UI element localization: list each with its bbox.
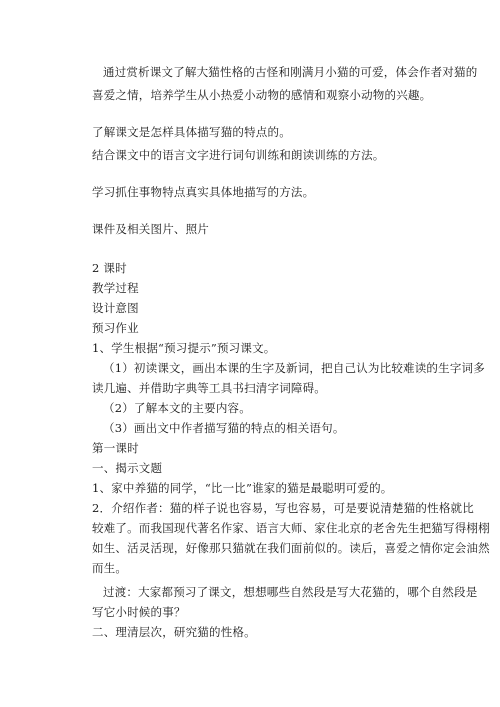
lesson-heading: 第一课时	[92, 441, 139, 455]
objective-paragraph-line-1: 通过赏析课文了解大猫性格的古怪和刚满月小猫的可爱，体会作者对猫的	[103, 65, 478, 79]
duration-line: 2 课时	[92, 261, 127, 275]
materials-line: 课件及相关图片、照片	[92, 222, 209, 236]
author-intro-line: 2．介绍作者：猫的样子说也容易，写也容易，可是要说清楚猫的性格就比	[92, 501, 474, 515]
method-line: 结合课文中的语言文字进行词句训练和朗读训练的方法。	[92, 148, 385, 162]
author-intro-line: 如生、活灵活现，好像那只猫就在我们面前似的。读后，喜爱之情你定会油然	[92, 541, 490, 555]
preview-subitem-continued: 读几遍、并借助字典等工具书扫清字词障碍。	[92, 381, 326, 395]
section-heading: 预习作业	[92, 321, 139, 335]
step-heading: 一、揭示文题	[92, 461, 163, 475]
section-heading: 教学过程	[92, 281, 139, 295]
author-intro-line: 而生。	[92, 561, 128, 575]
preview-subitem: （3）画出文中作者描写猫的特点的相关语句。	[103, 421, 345, 435]
key-point-line: 了解课文是怎样具体描写猫的特点的。	[92, 125, 291, 139]
transition-line: 过渡：大家都预习了课文，想想哪些自然段是写大花猫的，哪个自然段是	[103, 585, 478, 599]
transition-line: 写它小时候的事？	[92, 605, 186, 619]
preview-subitem: （1）初读课文，画出本课的生字及新词，把自己认为比较难读的生字词多	[103, 361, 485, 375]
step-item: 1、家中养猫的同学，“比一比”谁家的猫是最聪明可爱的。	[92, 481, 393, 495]
preview-item: 1、学生根据“预习提示”预习课文。	[92, 341, 276, 355]
difficulty-line: 学习抓住事物特点真实具体地描写的方法。	[92, 185, 315, 199]
preview-subitem: （2）了解本文的主要内容。	[103, 401, 251, 415]
step-heading: 二、理清层次，研究猫的性格。	[92, 625, 256, 639]
author-intro-line: 较难了。而我国现代著名作家、语言大师、家住北京的老舍先生把猫写得栩栩	[92, 521, 490, 535]
section-heading: 设计意图	[92, 301, 139, 315]
objective-paragraph-line-2: 喜爱之情，培养学生从小热爱小动物的感情和观察小动物的兴趣。	[92, 88, 432, 102]
